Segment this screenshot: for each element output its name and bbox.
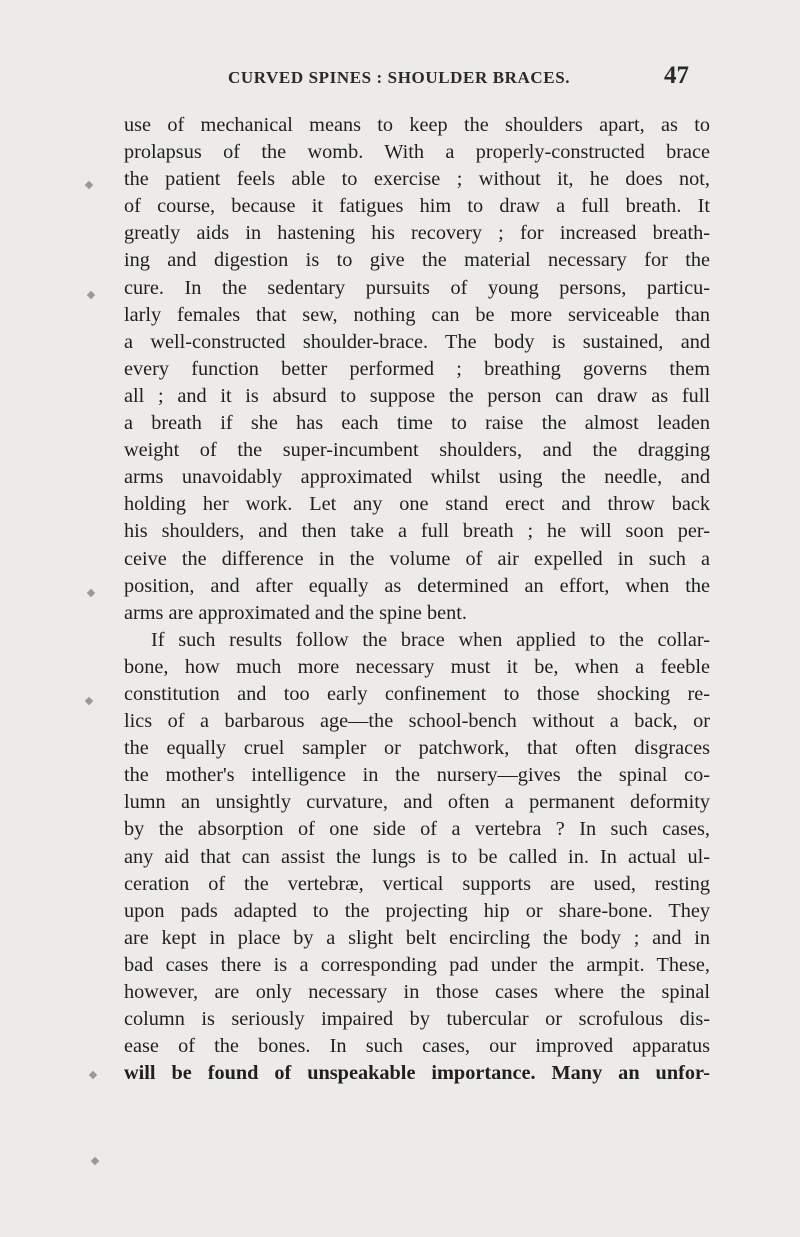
text-line: cure. In the sedentary pursuits of young persons, particu- (124, 276, 710, 299)
text-line: ceration of the vertebræ, vertical supports are used, resting (124, 872, 710, 895)
text-line: every function better performed ; breathing governs them (124, 357, 710, 380)
body-text (124, 112, 710, 1087)
text-line: upon pads adapted to the projecting hip or share-bone. They (124, 899, 710, 922)
text-line: any aid that can assist the lungs is to be called in. In actual ul- (124, 845, 710, 868)
text-line: lics of a barbarous age—the school-bench without a back, or (124, 710, 710, 733)
text-line: the mother's intelligence in the nursery—gives the spinal co- (124, 764, 710, 787)
text-line: prolapsus of the womb. With a properly-constructed brace (124, 141, 710, 164)
text-line: use of mechanical means to keep the shoulders apart, as to (124, 114, 710, 136)
text-line: the equally cruel sampler or patchwork, that often disgraces (124, 737, 710, 760)
text-line: all ; and it is absurd to suppose the person can draw as full (124, 384, 710, 407)
text-line: holding her work. Let any one stand erect and throw back (124, 493, 710, 516)
text-line: ease of the bones. In such cases, our improved apparatus (124, 1035, 710, 1058)
margin-speck (89, 1071, 97, 1079)
margin-speck (87, 291, 95, 299)
margin-speck (85, 181, 93, 189)
text-line: by the absorption of one side of a vertebra ? In such cases, (124, 818, 710, 841)
text-line: position, and after equally as determined an effort, when the (124, 574, 710, 597)
text-line: the patient feels able to exercise ; without it, he does not, (124, 168, 710, 191)
text-line: bone, how much more necessary must it be, when a feeble (124, 655, 710, 678)
text-line: a well-constructed shoulder-brace. The body is sustained, and (124, 330, 710, 353)
text-line: constitution and too early confinement to those shocking re- (124, 682, 710, 705)
text-line: column is seriously impaired by tubercular or scrofulous dis- (124, 1008, 710, 1031)
text-line: arms unavoidably approximated whilst using the needle, and (124, 466, 710, 489)
page-number: 47 (664, 62, 689, 89)
text-line: ing and digestion is to give the material necessary for the (124, 249, 710, 272)
text-line: are kept in place by a slight belt encircling the body ; and in (124, 926, 710, 949)
margin-speck (91, 1157, 99, 1165)
text-line: arms are approximated and the spine bent. (124, 601, 467, 624)
margin-speck (87, 589, 95, 597)
text-line: will be found of unspeakable importance. Many an unfor- (124, 1062, 710, 1085)
margin-speck (85, 697, 93, 705)
text-line: however, are only necessary in those cases where the spinal (124, 981, 710, 1003)
running-head: CURVED SPINES : SHOULDER BRACES. (228, 68, 571, 87)
text-line: lumn an unsightly curvature, and often a permanent deformity (124, 791, 710, 814)
text-line: of course, because it fatigues him to draw a full breath. It (124, 195, 710, 218)
text-line: If such results follow the brace when applied to the collar- (151, 628, 710, 651)
text-line: bad cases there is a corresponding pad under the armpit. These, (124, 953, 710, 976)
text-line: his shoulders, and then take a full breath ; he will soon per- (124, 520, 710, 543)
text-line: weight of the super-incumbent shoulders, and the dragging (124, 439, 710, 462)
text-line: larly females that sew, nothing can be more serviceable than (124, 303, 710, 326)
text-line: greatly aids in hastening his recovery ; for increased breath- (124, 222, 710, 245)
text-line: a breath if she has each time to raise the almost leaden (124, 412, 710, 435)
text-line: ceive the difference in the volume of air expelled in such a (124, 547, 710, 570)
